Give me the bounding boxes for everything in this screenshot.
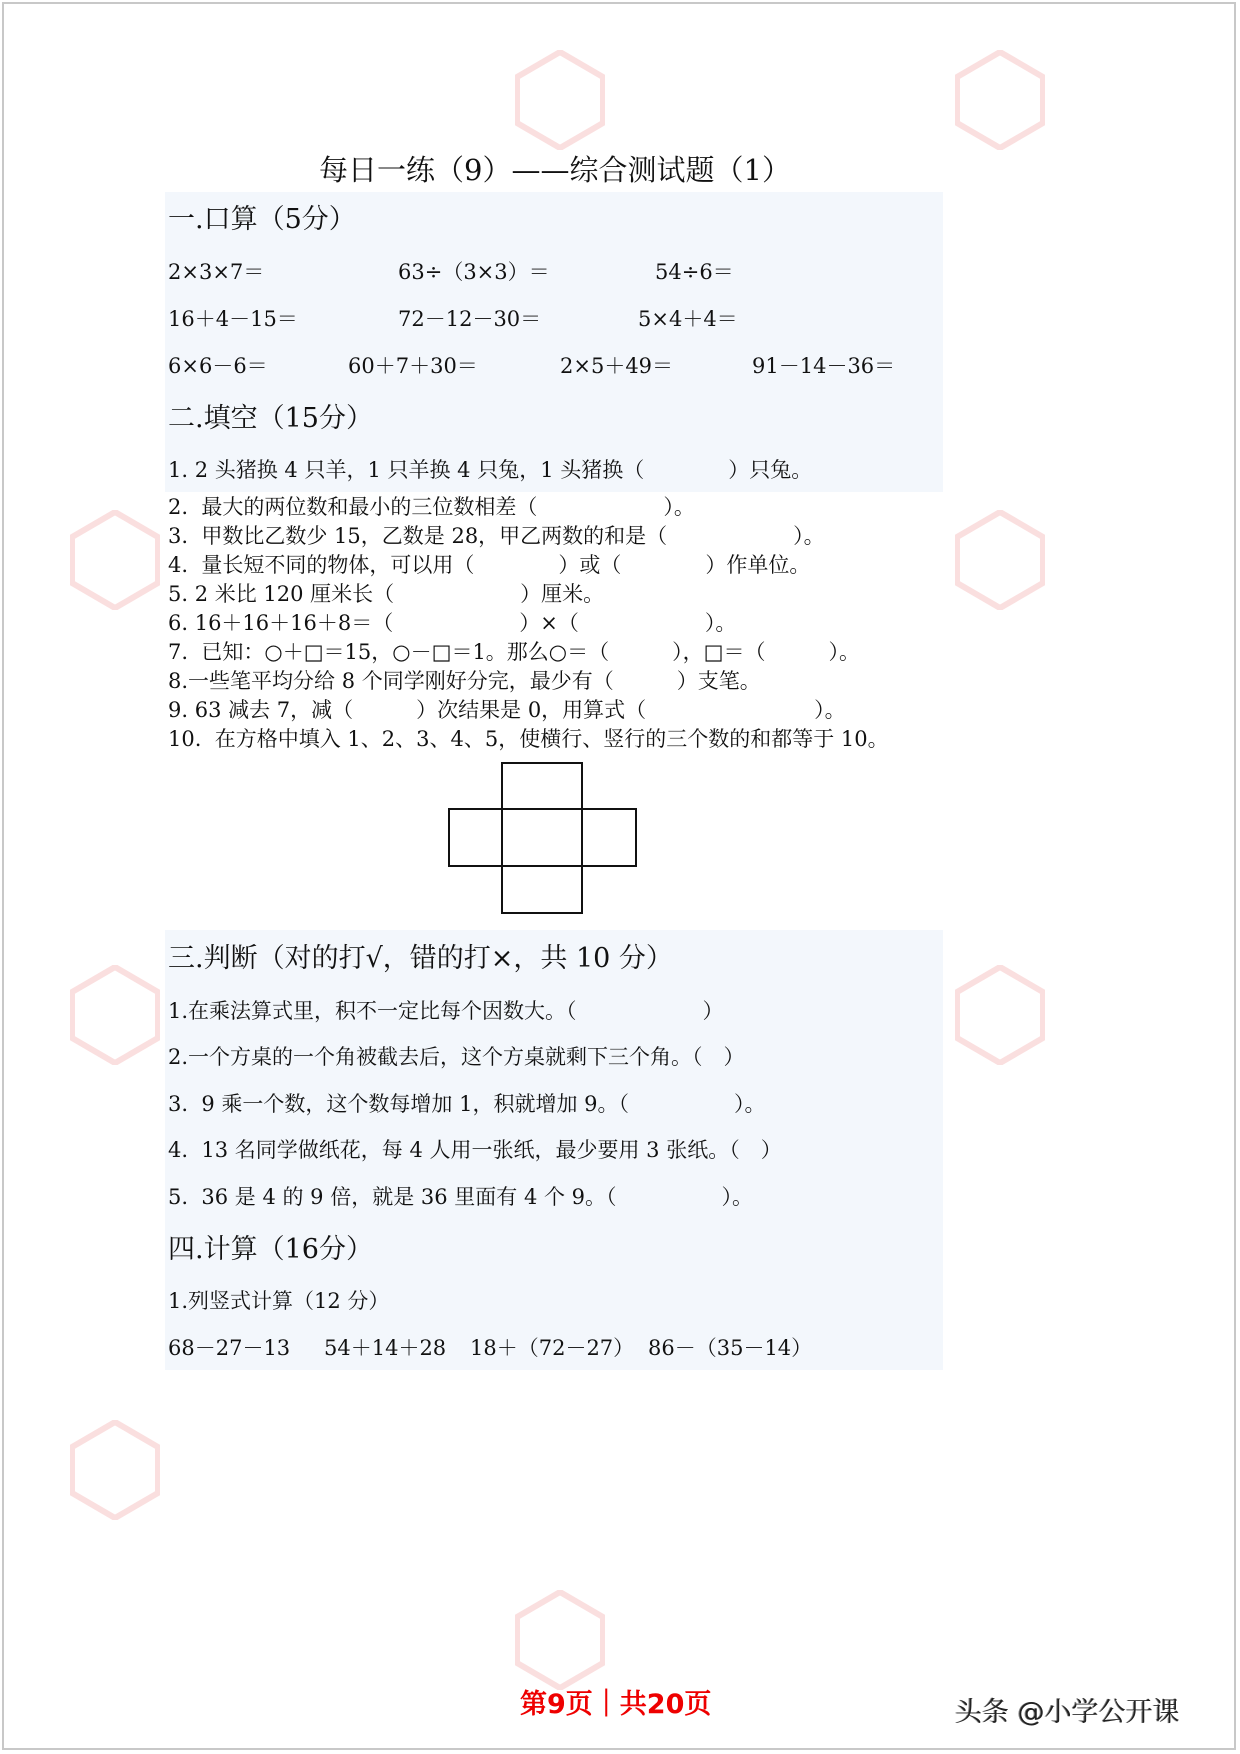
section3-heading: 三.判断（对的打√，错的打×，共 10 分） (168, 943, 673, 974)
oral-item: 6×6－6＝ (168, 354, 268, 378)
fill-item: 1. 2 头猪换 4 只羊，1 只羊换 4 只兔，1 头猪换（ ）只兔。 (168, 458, 813, 482)
section1-heading: 一.口算（5分） (168, 204, 356, 235)
calc-item: 68－27－13 (168, 1336, 291, 1360)
judge-item: 1.在乘法算式里，积不一定比每个因数大。（ ） (168, 999, 724, 1023)
calc-subheading: 1.列竖式计算（12 分） (168, 1289, 390, 1313)
fill-item: 8.一些笔平均分给 8 个同学刚好分完，最少有（ ）支笔。 (168, 669, 761, 693)
watermark-logo-icon (515, 1590, 605, 1690)
grid-cell-center[interactable] (501, 808, 583, 867)
watermark-logo-icon (515, 50, 605, 150)
source-credit: 头条 @小学公开课 (955, 1697, 1180, 1728)
fill-item: 3. 甲数比乙数少 15，乙数是 28，甲乙两数的和是（ ）。 (168, 524, 825, 548)
watermark-logo-icon (70, 965, 160, 1065)
grid-cell-bottom[interactable] (501, 865, 583, 914)
oral-item: 16＋4－15＝ (168, 307, 298, 331)
fill-item: 6. 16＋16＋16＋8＝（ ）×（ ）。 (168, 611, 737, 635)
page-title: 每日一练（9）——综合测试题（1） (319, 153, 791, 187)
fill-item: 2. 最大的两位数和最小的三位数相差（ ）。 (168, 495, 695, 519)
section1-panel (165, 192, 943, 492)
judge-item: 3. 9 乘一个数，这个数每增加 1，积就增加 9。（ ）。 (168, 1092, 766, 1116)
grid-cell-right[interactable] (581, 808, 637, 867)
grid-cell-left[interactable] (448, 808, 503, 867)
fill-item: 10. 在方格中填入 1、2、3、4、5，使横行、竖行的三个数的和都等于 10。 (168, 727, 889, 751)
calc-item: 54＋14＋28 (324, 1336, 447, 1360)
watermark-logo-icon (955, 50, 1045, 150)
judge-item: 2.一个方桌的一个角被截去后，这个方桌就剩下三个角。（ ） (168, 1045, 745, 1069)
calc-item: 18＋（72－27） (470, 1336, 635, 1360)
watermark-logo-icon (955, 965, 1045, 1065)
oral-item: 2×3×7＝ (168, 260, 265, 284)
fill-item: 9. 63 减去 7，减（ ）次结果是 0，用算式（ ）。 (168, 698, 846, 722)
fill-item: 4. 量长短不同的物体，可以用（ ）或（ ）作单位。 (168, 553, 811, 577)
oral-item: 5×4＋4＝ (638, 307, 738, 331)
page-indicator: 第9页｜共20页 (520, 1689, 712, 1720)
oral-item: 63÷（3×3）＝ (398, 260, 550, 284)
fill-item: 5. 2 米比 120 厘米长（ ）厘米。 (168, 582, 605, 606)
section2-heading: 二.填空（15分） (168, 403, 373, 434)
watermark-logo-icon (70, 1420, 160, 1520)
oral-item: 60＋7＋30＝ (348, 354, 478, 378)
fill-item: 7. 已知：○＋□＝15，○－□＝1。那么○＝（ ），□＝（ ）。 (168, 640, 860, 664)
oral-item: 72－12－30＝ (398, 307, 542, 331)
oral-item: 91－14－36＝ (752, 354, 896, 378)
oral-item: 54÷6＝ (655, 260, 734, 284)
watermark-logo-icon (70, 510, 160, 610)
oral-item: 2×5＋49＝ (560, 354, 674, 378)
watermark-logo-icon (955, 510, 1045, 610)
section4-heading: 四.计算（16分） (168, 1234, 373, 1265)
judge-item: 4. 13 名同学做纸花，每 4 人用一张纸，最少要用 3 张纸。（ ） (168, 1138, 782, 1162)
judge-item: 5. 36 是 4 的 9 倍，就是 36 里面有 4 个 9。（ ）。 (168, 1185, 754, 1209)
grid-cell-top[interactable] (501, 762, 583, 810)
calc-item: 86－（35－14） (648, 1336, 813, 1360)
